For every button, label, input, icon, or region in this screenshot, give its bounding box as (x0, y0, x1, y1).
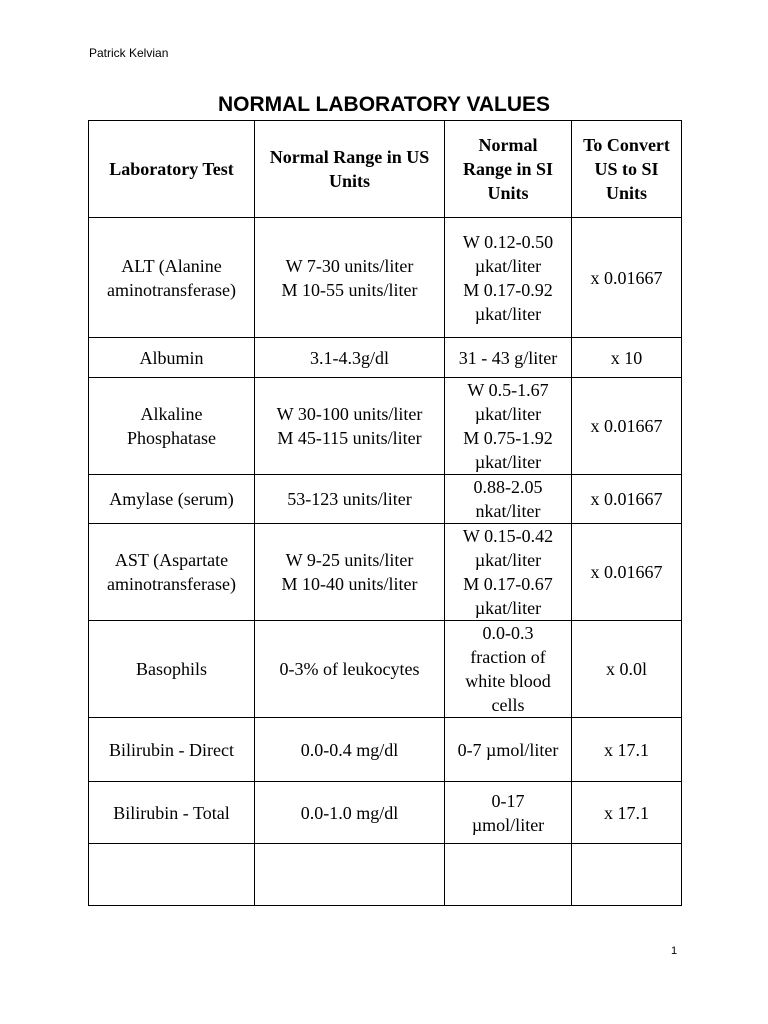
cell-line: W 0.12-0.50 (462, 231, 554, 252)
cell-line: W 0.5-1.67 (467, 380, 549, 400)
cell-line: aminotransferase) (107, 574, 236, 594)
cell-conversion (572, 378, 682, 475)
cell-line: x 0.01667 (590, 416, 663, 436)
cell-line: cells (491, 695, 525, 715)
cell-line: fraction of (470, 647, 546, 667)
cell-line: x 17.1 (604, 739, 649, 760)
header-line: Units (487, 183, 529, 203)
cell-us-range (255, 338, 445, 378)
cell-line: M 0.75-1.92 (463, 428, 553, 448)
cell-line: µkat/liter (474, 404, 542, 424)
cell-laboratory-test (89, 524, 255, 621)
cell-line: W 30-100 units/liter (276, 404, 423, 424)
header-line: To Convert (583, 135, 670, 155)
cell-line: M 10-40 units/liter (281, 574, 418, 594)
cell-line: Albumin (139, 347, 204, 368)
cell-line: µkat/liter (474, 452, 542, 472)
cell-line: Basophils (135, 659, 207, 679)
cell-us-range (255, 844, 445, 906)
cell-laboratory-test (89, 218, 255, 338)
column-header-si-range (445, 121, 572, 218)
cell-conversion (572, 844, 682, 906)
table-row (89, 718, 682, 782)
cell-laboratory-test (89, 782, 255, 844)
cell-line: M 0.17-0.92 (463, 279, 553, 300)
cell-line: Amylase (serum) (109, 489, 234, 509)
header-line: Units (605, 183, 647, 203)
cell-line: Alkaline (140, 404, 203, 424)
page-title: NORMAL LABORATORY VALUES (217, 93, 551, 116)
cell-us-range (255, 524, 445, 621)
table-row (89, 844, 682, 906)
cell-conversion (572, 782, 682, 844)
cell-conversion (572, 218, 682, 338)
cell-us-range (255, 378, 445, 475)
cell-line: 0-7 µmol/liter (457, 739, 559, 760)
cell-us-range (255, 621, 445, 718)
cell-si-range (445, 844, 572, 906)
header-line: Normal Range in US (269, 147, 430, 167)
cell-conversion (572, 621, 682, 718)
cell-laboratory-test (89, 621, 255, 718)
cell-line: x 0.01667 (590, 267, 663, 288)
lab-values-table (88, 120, 682, 906)
cell-us-range (255, 218, 445, 338)
cell-line: 0.0-0.3 (482, 623, 534, 643)
cell-laboratory-test (89, 475, 255, 524)
header-line: Normal (478, 135, 538, 155)
table-row (89, 378, 682, 475)
cell-line: µkat/liter (474, 255, 542, 276)
table-row (89, 621, 682, 718)
table-header-row (89, 121, 682, 218)
table-row (89, 338, 682, 378)
cell-si-range (445, 475, 572, 524)
header-line: Units (328, 171, 370, 191)
cell-line: W 7-30 units/liter (285, 255, 414, 276)
cell-line: 0.0-0.4 mg/dl (300, 739, 399, 760)
cell-line: µmol/liter (471, 814, 545, 835)
cell-line: Bilirubin - Direct (109, 739, 234, 760)
cell-line: white blood (465, 671, 551, 691)
cell-line: M 10-55 units/liter (281, 279, 418, 300)
cell-si-range (445, 378, 572, 475)
cell-line: x 0.01667 (590, 489, 663, 509)
cell-si-range (445, 621, 572, 718)
cell-line: W 0.15-0.42 (462, 526, 554, 546)
cell-line: 0-17 (491, 790, 525, 811)
cell-line: Phosphatase (127, 428, 216, 448)
cell-us-range (255, 782, 445, 844)
cell-line: M 0.17-0.67 (463, 574, 553, 594)
cell-laboratory-test (89, 378, 255, 475)
column-header-laboratory-test (89, 121, 255, 218)
cell-line: 0.0-1.0 mg/dl (300, 802, 399, 823)
cell-line: x 10 (610, 347, 643, 368)
cell-line: aminotransferase) (107, 279, 236, 300)
cell-line: ALT (Alanine (121, 255, 222, 276)
cell-laboratory-test (89, 338, 255, 378)
cell-conversion (572, 718, 682, 782)
table-row (89, 218, 682, 338)
table-row (89, 475, 682, 524)
page-header-author: Patrick Kelvian (89, 46, 169, 60)
cell-line: µkat/liter (474, 303, 542, 324)
cell-line: x 0.01667 (590, 562, 663, 582)
header-line: US to SI (594, 159, 659, 179)
header-line: Range in SI (462, 159, 554, 179)
cell-line: µkat/liter (474, 598, 542, 618)
cell-line: x 0.0l (605, 659, 647, 679)
cell-line: AST (Aspartate (114, 550, 229, 570)
table-row (89, 782, 682, 844)
cell-line: 53-123 units/liter (287, 489, 412, 509)
cell-si-range (445, 338, 572, 378)
cell-line: Bilirubin - Total (113, 802, 230, 823)
cell-us-range (255, 475, 445, 524)
cell-si-range (445, 782, 572, 844)
cell-line: M 45-115 units/liter (277, 428, 422, 448)
cell-line: W 9-25 units/liter (285, 550, 414, 570)
cell-line: 0.88-2.05 (473, 477, 543, 497)
column-header-conversion (572, 121, 682, 218)
cell-laboratory-test (89, 718, 255, 782)
cell-us-range (255, 718, 445, 782)
cell-si-range (445, 218, 572, 338)
cell-si-range (445, 524, 572, 621)
cell-line: µkat/liter (474, 550, 542, 570)
cell-si-range (445, 718, 572, 782)
cell-line: 31 - 43 g/liter (458, 347, 558, 368)
header-line: Laboratory Test (109, 159, 234, 179)
cell-line: 0-3% of leukocytes (279, 659, 420, 679)
cell-line: nkat/liter (475, 501, 541, 521)
column-header-us-range (255, 121, 445, 218)
table-row (89, 524, 682, 621)
cell-line: x 17.1 (604, 802, 649, 823)
cell-laboratory-test (89, 844, 255, 906)
page-number: 1 (671, 945, 678, 957)
cell-conversion (572, 475, 682, 524)
cell-conversion (572, 524, 682, 621)
cell-conversion (572, 338, 682, 378)
cell-line: 3.1-4.3g/dl (310, 347, 389, 368)
